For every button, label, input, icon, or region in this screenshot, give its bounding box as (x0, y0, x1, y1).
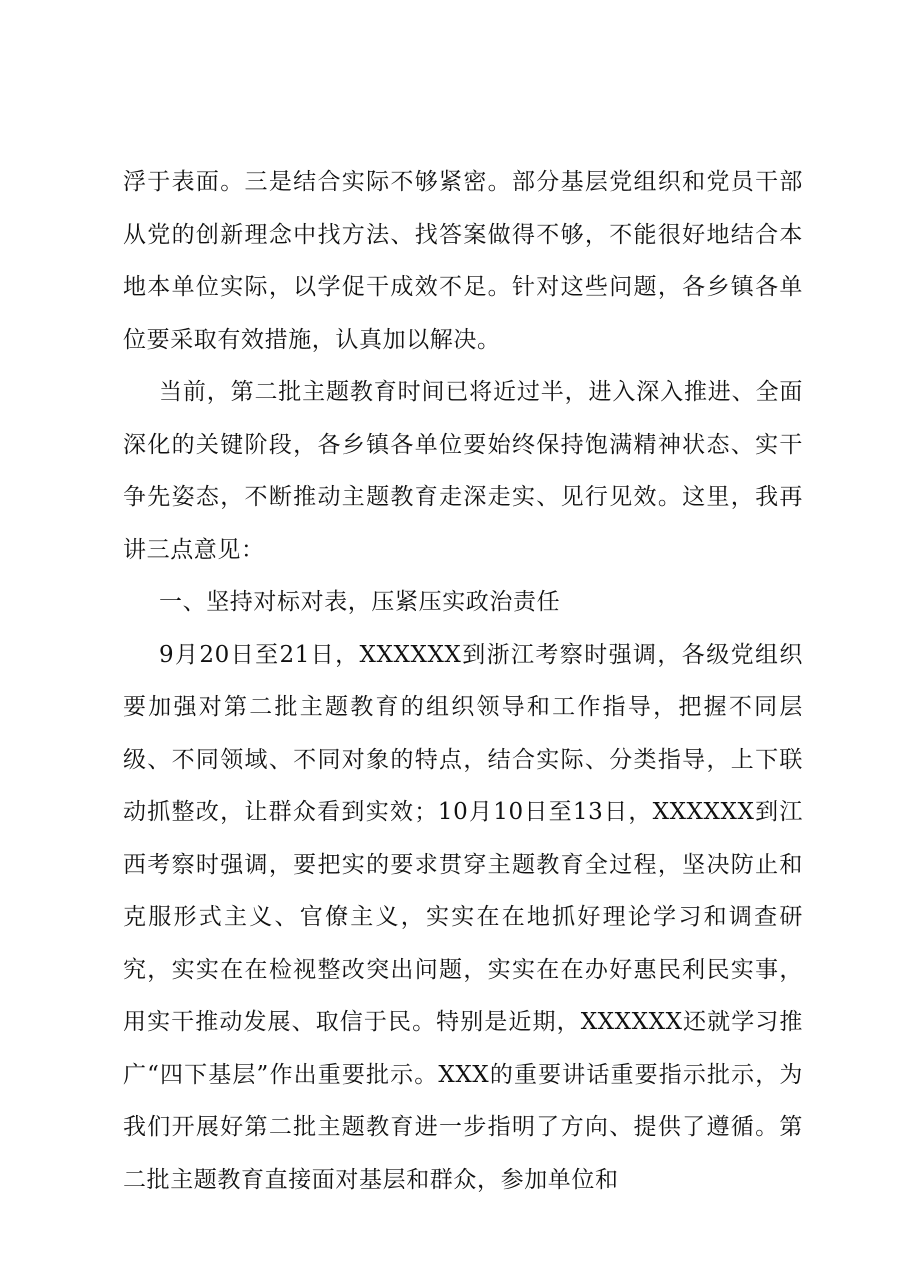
paragraph-current-stage: 当前，第二批主题教育时间已将近过半，进入深入推进、全面深化的关键阶段，各乡镇各单位要始终保持饱满精神状态、实干争先姿态，不断推动主题教育走深走实、见行见效。这里，我再讲三点意见： (123, 379, 803, 563)
document-body (123, 156, 803, 1206)
paragraph-continuation: 浮于表面。三是结合实际不够紧密。部分基层党组织和党员干部从党的创新理念中找方法、找答案做得不够，不能很好地结合本地本单位实际，以学促干成效不足。针对这些问题，各乡镇各单位要采取有效措施，认真加以解决。 (123, 169, 803, 353)
section-heading-one: 一、坚持对标对表，压紧压实政治责任 (159, 589, 561, 615)
paragraph-inspection-remarks: 9月20日至21日，XXXXXX到浙江考察时强调，各级党组织要加强对第二批主题教育的组织领导和工作指导，把握不同层级、不同领域、不同对象的特点，结合实际、分类指导，上下联动抓整改，让群众看到实效；10月10日至13日，XXXXXX到江西考察时强调，要把实的要求贯穿主题教育全过程，坚决防止和克服形式主义、官僚主义，实实在在地抓好理论学习和调查研究，实实在在检视整改突出问题，实实在在办好惠民利民实事，用实干推动发展、取信于民。特别是近期，XXXXXX还就学习推广“四下基层”作出重要批示。XXX的重要讲话重要指示批示，为我们开展好第二批主题教育进一步指明了方向、提供了遵循。第二批主题教育直接面对基层和群众，参加单位和 (123, 641, 803, 1193)
